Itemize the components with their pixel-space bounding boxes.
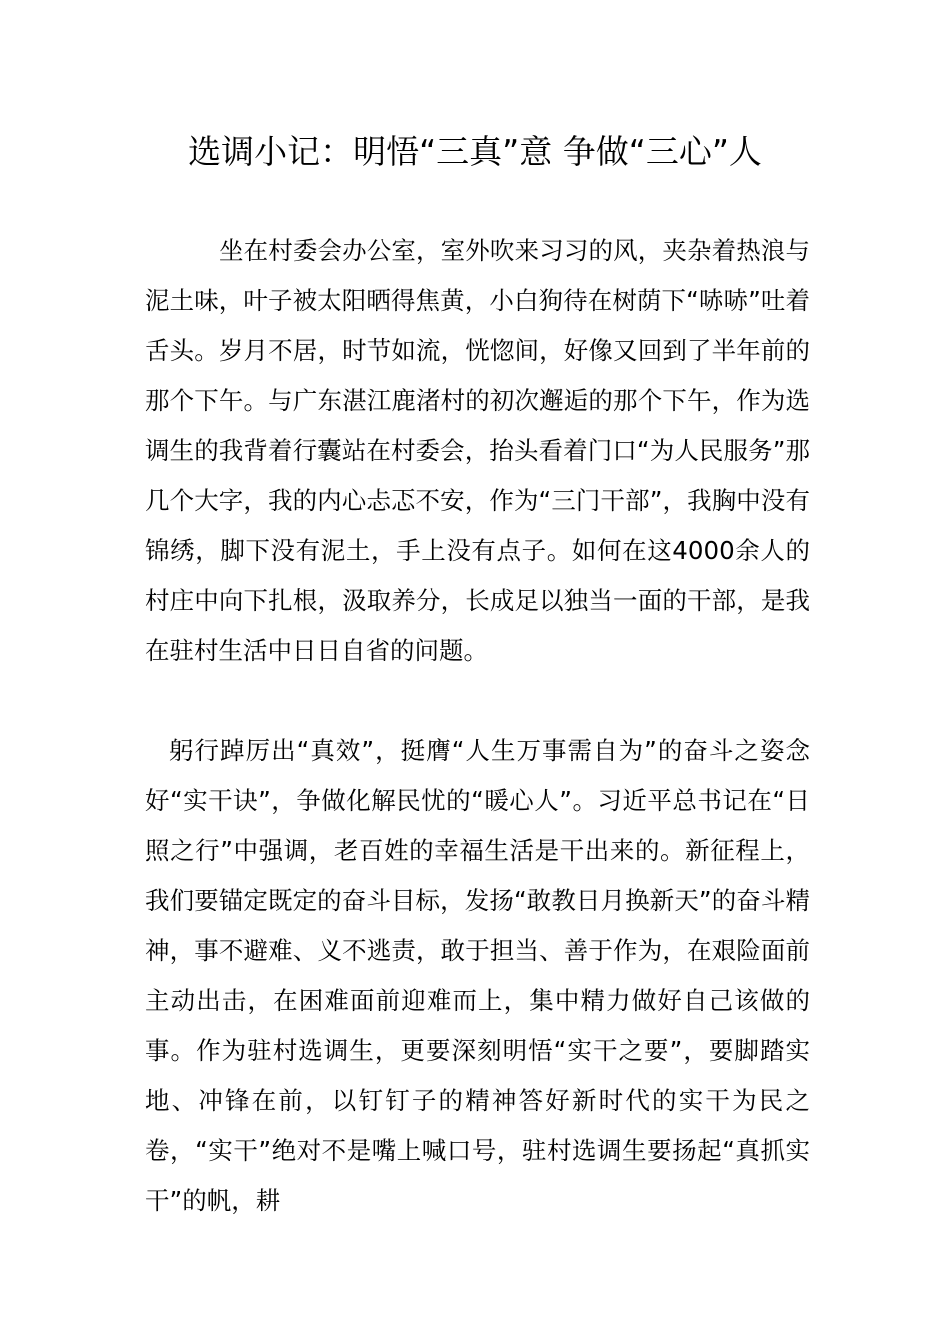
paragraph-2: 躬行踔厉出“真效”，挺膺“人生万事需自为”的奋斗之姿念好“实干诀”，争做化解民忧的“暖心人”。习近平总书记在“日照之行”中强调，老百姓的幸福生活是干出来的。新征程上，我们要锚定既定的奋斗目标，发扬“敢教日月换新天”的奋斗精神，事不避难、义不逃责，敢于担当、善于作为，在艰险面前主动出击，在困难面前迎难而上，集中精力做好自己该做的事。作为驻村选调生，更要深刻明悟“实干之要”，要脚踏实地、冲锋在前，以钉钉子的精神答好新时代的实干为民之卷，“实干”绝对不是嘴上喊口号，驻村选调生要扬起“真抓实干”的帆，耕 xyxy=(145,736,810,1215)
paragraph-1: 坐在村委会办公室，室外吹来习习的风，夹杂着热浪与泥土味，叶子被太阳晒得焦黄，小白狗待在树荫下“哧哧”吐着舌头。岁月不居，时节如流，恍惚间，好像又回到了半年前的那个下午。与广东湛江鹿渚村的初次邂逅的那个下午，作为选调生的我背着行囊站在村委会，抬头看着门口“为人民服务”那几个大字，我的内心忐忑不安，作为“三门干部”，我胸中没有锦绣，脚下没有泥土，手上没有点子。如何在这4000余人的村庄中向下扎根，汲取养分，长成足以独当一面的干部，是我在驻村生活中日日自省的问题。 xyxy=(145,236,810,665)
document-title: 选调小记：明悟“三真”意 争做“三心”人 xyxy=(188,132,762,171)
